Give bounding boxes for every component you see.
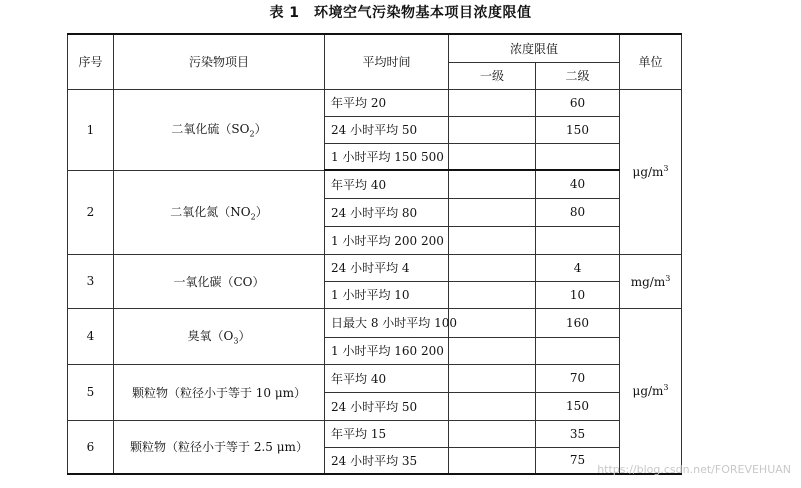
grade2-cell: 150 [536,392,620,420]
avg-time-cell: 年平均 20 [325,89,449,116]
watermark-url: https://blog.csdn.net/FOREVEHUAN [597,463,791,476]
grade1-cell [449,308,536,337]
grade2-cell: 40 [536,170,620,198]
row-pollutant: 臭氧$(O_3)$ [114,308,325,364]
grade1-cell [449,170,536,198]
avg-time-cell: 年平均 15 [325,420,449,447]
grade2-cell [536,143,620,170]
grade1-cell [449,116,536,143]
grade2-cell: 70 [536,364,620,392]
row-pollutant: 二氧化硫$(SO_2)$ [114,89,325,170]
avg-time-cell: 24 小时平均 4 [325,254,449,281]
grade2-cell: 75 [536,447,620,474]
avg-time-cell: 24 小时平均 35 [325,447,449,474]
grade2-cell [536,226,620,254]
table-title: 表 1 环境空气污染物基本项目浓度限值 [269,5,532,21]
grade1-cell [449,364,536,392]
avg-time-cell: 年平均 40 [325,364,449,392]
unit-cell-ug-2: $\mu g/m^3$ [620,308,682,474]
header-pollutant: 污染物项目 [114,34,325,89]
row-pollutant: 二氧化氮$(NO_2)$ [114,170,325,254]
avg-time-cell: 24 小时平均 80 [325,198,449,226]
row-pollutant: 颗粒物（粒径小于等于 10 μm） [114,364,325,420]
header-unit: 单位 [620,34,682,89]
header-grade2: 二级 [536,62,620,89]
grade1-cell [449,281,536,308]
row-seq: 3 [68,254,114,308]
row-seq: 4 [68,308,114,364]
row-pollutant: 颗粒物（粒径小于等于 2.5 μm） [114,420,325,474]
row-seq: 1 [68,89,114,170]
grade2-cell: 4 [536,254,620,281]
row-pollutant: 一氧化碳（CO） [114,254,325,308]
header-limit: 浓度限值 [449,34,620,62]
grade2-cell: 150 [536,116,620,143]
avg-time-cell: 24 小时平均 50 [325,116,449,143]
grade1-cell [449,89,536,116]
avg-time-cell: 1 小时平均 150 500 [325,143,449,170]
header-grade1: 一级 [449,62,536,89]
grade2-cell: 10 [536,281,620,308]
grade1-cell [449,254,536,281]
pollutant-limits-table [67,33,682,475]
row-seq: 6 [68,420,114,474]
grade2-cell: 80 [536,198,620,226]
header-seq: 序号 [68,34,114,89]
grade1-cell [449,337,536,364]
grade2-cell [536,337,620,364]
grade1-cell [449,226,536,254]
grade1-cell [449,420,536,447]
avg-time-cell: 1 小时平均 10 [325,281,449,308]
grade1-cell [449,198,536,226]
grade1-cell [449,143,536,170]
avg-time-cell: 年平均 40 [325,170,449,198]
row-seq: 5 [68,364,114,420]
grade1-cell [449,392,536,420]
grade1-cell [449,447,536,474]
row-seq: 2 [68,170,114,254]
header-avg-time: 平均时间 [325,34,449,89]
grade2-cell: 35 [536,420,620,447]
unit-cell: $\mu g/m^3$ [620,89,682,254]
avg-time-cell: 1 小时平均 200 200 [325,226,449,254]
grade2-cell: 160 [536,308,620,337]
avg-time-cell: 日最大 8 小时平均 100 [325,308,449,337]
avg-time-cell: 1 小时平均 160 200 [325,337,449,364]
grade2-cell: 60 [536,89,620,116]
unit-cell-mg: $mg/m^3$ [620,254,682,308]
avg-time-cell: 24 小时平均 50 [325,392,449,420]
